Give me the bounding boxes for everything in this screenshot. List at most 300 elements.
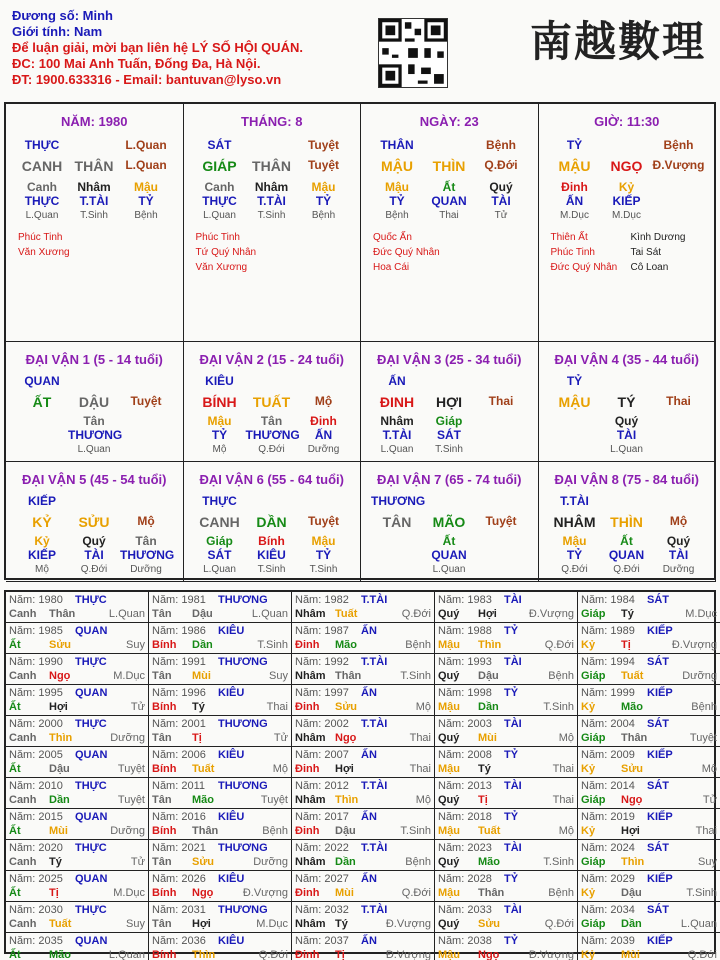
dai-van-title: ĐẠI VẬN 5 (45 - 54 tuổi) xyxy=(22,472,167,487)
hidden-god: TÀI xyxy=(84,548,104,562)
qr-code-icon xyxy=(378,18,448,88)
year-god: KIÊU xyxy=(218,749,245,761)
year-god: TÀI xyxy=(504,656,522,668)
year-label: Năm: 2020 xyxy=(9,842,63,854)
year-stage: Thai xyxy=(409,732,431,744)
year-label: Năm: 1993 xyxy=(438,656,492,668)
year-god: ẤN xyxy=(361,749,377,761)
year-branch: Thân xyxy=(49,608,76,620)
hidden-stem: Ất xyxy=(442,180,456,194)
ten-god: ẤN xyxy=(388,374,406,388)
year-cell xyxy=(578,685,720,716)
year-stem: Kỷ xyxy=(581,763,596,775)
year-stem: Bính xyxy=(152,639,177,651)
hidden-stage: L.Quan xyxy=(77,444,111,455)
year-stem: Mậu xyxy=(438,701,460,713)
hidden-god: TỶ xyxy=(138,194,154,208)
spacer xyxy=(423,138,475,152)
year-stem: Quý xyxy=(438,732,460,744)
year-stem: Canh xyxy=(9,732,37,744)
hidden-stem: Canh xyxy=(27,180,57,194)
star-note: Đức Quý Nhân xyxy=(373,247,440,258)
hidden-stage: Dưỡng xyxy=(307,444,340,455)
year-stem: Đinh xyxy=(295,949,320,960)
year-label: Năm: 1987 xyxy=(295,625,349,637)
hidden-stage xyxy=(475,564,527,575)
hidden-stem: Mậu xyxy=(562,534,587,548)
hidden-god: QUAN xyxy=(431,194,467,208)
hidden-stem xyxy=(120,414,172,428)
year-god: ẤN xyxy=(361,935,377,947)
year-stem: Ất xyxy=(9,701,21,713)
year-god: TÀI xyxy=(504,780,522,792)
year-cell xyxy=(6,902,149,933)
hidden-stage: M.Dục xyxy=(560,210,589,221)
year-stem: Giáp xyxy=(581,670,606,682)
hidden-god: ẤN xyxy=(565,194,584,208)
year-god: T.TÀI xyxy=(361,842,388,854)
life-stage: Tuyệt xyxy=(130,394,162,408)
year-stem: Ất xyxy=(9,949,21,960)
year-stage: Đ.Vượng xyxy=(242,887,288,899)
life-stage: L.Quan xyxy=(125,138,167,152)
year-stage: Thai xyxy=(409,763,431,775)
year-god: KIẾP xyxy=(647,873,673,885)
star-note: Tứ Quý Nhân xyxy=(195,247,257,258)
year-stem: Đinh xyxy=(295,639,320,651)
year-branch: Mùi xyxy=(49,825,68,837)
year-cell xyxy=(578,933,720,960)
hidden-stage: Q.Đới xyxy=(561,564,588,575)
year-cell xyxy=(435,871,578,902)
year-cell xyxy=(6,716,149,747)
hidden-stem: Mậu xyxy=(385,180,409,194)
year-stem: Bính xyxy=(152,949,177,960)
hidden-god xyxy=(16,428,68,442)
earthly-branch: DẬU xyxy=(78,394,110,410)
star-notes xyxy=(551,230,720,275)
year-stage: T.Sinh xyxy=(400,670,431,682)
year-branch: Thìn xyxy=(478,639,502,651)
year-stage: Mộ xyxy=(558,732,574,744)
hidden-stem: Ất xyxy=(620,534,633,548)
hidden-stem xyxy=(653,414,705,428)
year-god: THỰC xyxy=(75,904,107,916)
year-label: Năm: 2008 xyxy=(438,749,492,761)
year-cell xyxy=(6,840,149,871)
year-branch: Dậu xyxy=(335,825,356,837)
year-stem: Nhâm xyxy=(295,856,326,868)
hidden-stage: Dưỡng xyxy=(662,564,695,575)
hidden-god: ẤN xyxy=(314,428,333,442)
year-stage: Thai xyxy=(695,825,717,837)
year-stage: T.Sinh xyxy=(686,887,717,899)
year-god: T.TÀI xyxy=(361,718,388,730)
year-god: SÁT xyxy=(647,594,669,606)
hidden-stage: L.Quan xyxy=(203,564,236,575)
heavenly-stem: MẬU xyxy=(558,158,591,174)
year-god: THỰC xyxy=(75,594,107,606)
owner-name: Đương số: Minh xyxy=(12,8,113,23)
year-branch: Tị xyxy=(192,732,202,744)
contact-line: Để luận giải, mời bạn liên hệ LÝ SỐ HỘI QUÁN. xyxy=(12,40,303,55)
year-stage: L.Quan xyxy=(251,608,288,620)
year-grid xyxy=(4,590,717,960)
year-branch: Tuất xyxy=(49,918,72,930)
hidden-god: QUAN xyxy=(608,548,645,562)
year-stem: Tân xyxy=(152,918,172,930)
hidden-god: KIẾP xyxy=(27,548,56,562)
star-note-pair xyxy=(551,245,720,260)
year-stage: L.Quan xyxy=(108,608,145,620)
year-branch: Sửu xyxy=(49,639,72,651)
ten-god: THƯƠNG xyxy=(371,494,426,508)
dai-van-title: ĐẠI VẬN 8 (75 - 84 tuổi) xyxy=(554,472,699,487)
year-branch: Sửu xyxy=(621,763,644,775)
year-stem: Đinh xyxy=(295,763,320,775)
year-god: SÁT xyxy=(647,718,669,730)
year-label: Năm: 2036 xyxy=(152,935,206,947)
year-label: Năm: 2019 xyxy=(581,811,635,823)
year-cell xyxy=(578,654,720,685)
year-god: TÀI xyxy=(504,718,522,730)
year-cell xyxy=(435,716,578,747)
hidden-stage xyxy=(653,444,705,455)
year-label: Năm: 2026 xyxy=(152,873,206,885)
year-stage: Bệnh xyxy=(548,887,574,899)
year-stem: Canh xyxy=(9,918,37,930)
hidden-god: SÁT xyxy=(207,548,232,562)
year-cell xyxy=(6,685,149,716)
year-cell xyxy=(435,840,578,871)
hidden-god: THƯƠNG xyxy=(245,428,300,442)
year-branch: Tý xyxy=(478,763,491,775)
year-stage: Đ.Vượng xyxy=(528,949,574,960)
year-branch: Dậu xyxy=(192,608,213,620)
year-god: KIÊU xyxy=(218,811,245,823)
year-stage: Bệnh xyxy=(405,639,431,651)
hidden-god: TỶ xyxy=(315,194,332,208)
year-branch: Tuất xyxy=(335,608,358,620)
year-stage: Bệnh xyxy=(262,825,288,837)
dai-van-title: ĐẠI VẬN 6 (55 - 64 tuổi) xyxy=(199,472,344,487)
hidden-stage: L.Quan xyxy=(25,210,59,221)
year-stage: Q.Đới xyxy=(258,949,288,960)
year-stage: Mộ xyxy=(701,763,717,775)
hidden-stem: Kỷ xyxy=(34,534,50,548)
year-branch: Thân xyxy=(192,825,219,837)
star-note: Đức Quý Nhân xyxy=(550,262,618,273)
year-branch: Hợi xyxy=(621,825,640,837)
year-label: Năm: 2018 xyxy=(438,811,492,823)
year-stem: Nhâm xyxy=(295,918,326,930)
year-god: THƯƠNG xyxy=(218,842,268,854)
year-god: TÀI xyxy=(504,594,522,606)
year-stage: L.Quan xyxy=(108,949,145,960)
pillar-cell xyxy=(539,104,717,342)
spacer xyxy=(601,138,653,152)
year-label: Năm: 2028 xyxy=(438,873,492,885)
hidden-stage xyxy=(120,444,172,455)
hidden-god xyxy=(653,194,705,208)
year-god: QUAN xyxy=(75,811,108,823)
year-branch: Thân xyxy=(621,732,648,744)
year-stem: Kỷ xyxy=(581,887,596,899)
year-god: THƯƠNG xyxy=(218,718,268,730)
year-cell xyxy=(292,840,435,871)
year-branch: Mùi xyxy=(621,949,640,960)
year-cell xyxy=(6,747,149,778)
year-god: KIÊU xyxy=(218,873,245,885)
heavenly-stem: ẤT xyxy=(32,394,52,410)
year-label: Năm: 1981 xyxy=(152,594,206,606)
year-stem: Đinh xyxy=(295,887,320,899)
spacer xyxy=(68,138,120,152)
year-god: KIÊU xyxy=(218,625,245,637)
year-branch: Thìn xyxy=(621,856,645,868)
year-god: KIẾP xyxy=(647,749,673,761)
year-cell xyxy=(6,933,149,960)
year-cell xyxy=(435,623,578,654)
life-stage: Mộ xyxy=(137,514,155,528)
star-notes xyxy=(18,230,70,260)
year-god: SÁT xyxy=(647,656,669,668)
dai-van-cell xyxy=(6,342,184,462)
year-stage: Tuyệt xyxy=(689,732,717,744)
hidden-stage xyxy=(475,444,527,455)
year-stem: Mậu xyxy=(438,887,460,899)
year-god: T.TÀI xyxy=(361,904,388,916)
year-stem: Giáp xyxy=(581,794,606,806)
year-label: Năm: 2012 xyxy=(295,780,349,792)
heavenly-stem: GIÁP xyxy=(202,158,237,174)
earthly-branch: THÂN xyxy=(252,158,291,174)
year-stage: T.Sinh xyxy=(400,825,431,837)
hidden-god: SÁT xyxy=(437,428,461,442)
hidden-stage: Thai xyxy=(439,210,459,221)
year-stem: Giáp xyxy=(581,732,606,744)
year-god: T.TÀI xyxy=(361,780,388,792)
year-stage: Tử xyxy=(130,701,145,713)
year-branch: Dần xyxy=(478,701,499,713)
hidden-god xyxy=(475,548,527,562)
year-stage: Dưỡng xyxy=(253,856,288,868)
year-cell xyxy=(149,623,292,654)
year-cell xyxy=(6,809,149,840)
year-cell xyxy=(578,840,720,871)
year-stage: T.Sinh xyxy=(543,701,574,713)
year-stage: Tử xyxy=(130,856,145,868)
year-god: KIÊU xyxy=(218,935,245,947)
year-cell xyxy=(149,747,292,778)
chart-grid xyxy=(4,102,716,580)
year-label: Năm: 1986 xyxy=(152,625,206,637)
year-label: Năm: 2022 xyxy=(295,842,349,854)
ten-god: QUAN xyxy=(24,374,60,388)
hidden-god: TÀI xyxy=(668,548,689,562)
pillar-cell xyxy=(361,104,539,342)
heavenly-stem: MẬU xyxy=(558,394,591,410)
hidden-stem: Nhâm xyxy=(254,180,289,194)
year-stem: Quý xyxy=(438,856,460,868)
pillar-title: GIỜ: 11:30 xyxy=(594,114,660,129)
year-cell xyxy=(6,592,149,623)
year-god: TÀI xyxy=(504,842,522,854)
hidden-god: THƯƠNG xyxy=(68,428,123,442)
year-god: T.TÀI xyxy=(361,656,388,668)
year-stage: Suy xyxy=(269,670,288,682)
year-label: Năm: 2032 xyxy=(295,904,349,916)
year-label: Năm: 1983 xyxy=(438,594,492,606)
year-cell xyxy=(435,933,578,960)
year-stem: Tân xyxy=(152,794,172,806)
year-cell xyxy=(149,840,292,871)
year-label: Năm: 2017 xyxy=(295,811,349,823)
year-branch: Sửu xyxy=(478,918,501,930)
year-stem: Canh xyxy=(9,670,37,682)
hidden-stem xyxy=(371,534,423,548)
star-note: Thiên Ất xyxy=(550,232,588,243)
year-stage: Tuyệt xyxy=(260,794,288,806)
year-god: QUAN xyxy=(75,625,108,637)
hidden-stage: Tử xyxy=(494,210,508,221)
year-branch: Tị xyxy=(621,639,631,651)
year-stem: Tân xyxy=(152,608,172,620)
year-god: THỰC xyxy=(75,780,107,792)
year-branch: Dậu xyxy=(49,763,70,775)
year-stem: Ất xyxy=(9,763,21,775)
ten-god: THÂN xyxy=(380,138,414,152)
hidden-god: QUAN xyxy=(431,548,467,562)
hidden-stem: Quý xyxy=(489,180,513,194)
year-stage: Đ.Vượng xyxy=(385,918,431,930)
heavenly-stem: TÂN xyxy=(382,514,412,530)
year-stem: Tân xyxy=(152,670,172,682)
year-stage: T.Sinh xyxy=(543,856,574,868)
year-label: Năm: 2033 xyxy=(438,904,492,916)
year-cell xyxy=(292,933,435,960)
year-label: Năm: 2006 xyxy=(152,749,206,761)
hidden-stage xyxy=(16,444,68,455)
life-stage: Tuyệt xyxy=(307,514,340,528)
hidden-stage: Dưỡng xyxy=(130,564,162,575)
year-label: Năm: 1994 xyxy=(581,656,635,668)
year-branch: Mão xyxy=(192,794,214,806)
year-stem: Canh xyxy=(9,856,37,868)
hidden-god xyxy=(120,428,172,442)
year-label: Năm: 2003 xyxy=(438,718,492,730)
year-label: Năm: 2016 xyxy=(152,811,206,823)
dai-van-title: ĐẠI VẬN 1 (5 - 14 tuổi) xyxy=(25,352,163,367)
year-label: Năm: 1997 xyxy=(295,687,349,699)
star-notes xyxy=(196,230,257,275)
year-branch: Dần xyxy=(621,918,642,930)
pillar-title: NĂM: 1980 xyxy=(61,114,128,129)
year-cell xyxy=(6,778,149,809)
year-branch: Thìn xyxy=(192,949,216,960)
year-stage: Thai xyxy=(266,701,288,713)
star-note: Quốc Ấn xyxy=(373,232,412,243)
hidden-god: TỶ xyxy=(211,428,228,442)
star-note: Văn Xương xyxy=(195,262,248,273)
heavenly-stem: CANH xyxy=(21,158,63,174)
year-branch: Mùi xyxy=(478,732,497,744)
year-stem: Nhâm xyxy=(295,608,326,620)
hidden-stage: T.Sinh xyxy=(435,444,463,455)
year-stem: Ất xyxy=(9,639,21,651)
year-stage: Mộ xyxy=(415,794,431,806)
year-stage: Dưỡng xyxy=(110,825,145,837)
year-label: Năm: 2015 xyxy=(9,811,63,823)
hidden-stage: T.Sinh xyxy=(309,564,338,575)
hidden-god: T.TÀI xyxy=(382,428,412,442)
dai-van-cell xyxy=(361,342,539,462)
year-stem: Canh xyxy=(9,608,37,620)
year-cell xyxy=(578,747,720,778)
year-stage: Tử xyxy=(702,794,717,806)
year-stem: Kỷ xyxy=(581,639,596,651)
year-label: Năm: 2005 xyxy=(9,749,63,761)
year-stage: Bệnh xyxy=(691,701,717,713)
year-stem: Đinh xyxy=(295,825,320,837)
hidden-stem: Bính xyxy=(258,534,285,548)
year-cell xyxy=(578,592,720,623)
year-stage: Tuyệt xyxy=(117,794,145,806)
hidden-stage: Q.Đới xyxy=(613,564,640,575)
year-god: TÀI xyxy=(504,904,522,916)
year-cell xyxy=(435,685,578,716)
year-god: TỶ xyxy=(504,811,519,823)
pillar-cell xyxy=(6,104,184,342)
year-branch: Tý xyxy=(621,608,634,620)
hidden-stem xyxy=(475,414,527,428)
phone-email: ĐT: 1900.633316 - Email: bantuvan@lyso.vn xyxy=(12,72,282,87)
year-label: Năm: 2010 xyxy=(9,780,63,792)
year-branch: Tị xyxy=(49,887,59,899)
year-branch: Mùi xyxy=(335,887,354,899)
year-stage: Suy xyxy=(126,639,145,651)
star-note-pair xyxy=(551,230,720,245)
year-stem: Giáp xyxy=(581,856,606,868)
year-stem: Tân xyxy=(152,732,172,744)
year-god: KIẾP xyxy=(647,625,673,637)
dai-van-cell xyxy=(539,342,717,462)
ten-god: TỶ xyxy=(566,374,583,388)
year-label: Năm: 1995 xyxy=(9,687,63,699)
dai-van-cell xyxy=(184,462,362,582)
year-god: SÁT xyxy=(647,904,669,916)
ten-god: THỰC xyxy=(202,494,237,508)
pillar-title: THÁNG: 8 xyxy=(241,114,303,129)
year-label: Năm: 2007 xyxy=(295,749,349,761)
star-notes xyxy=(373,230,440,275)
year-stage: Suy xyxy=(126,918,145,930)
year-stage: Q.Đới xyxy=(401,608,431,620)
year-label: Năm: 2027 xyxy=(295,873,349,885)
star-note: Phúc Tinh xyxy=(550,247,595,258)
year-label: Năm: 2025 xyxy=(9,873,63,885)
year-label: Năm: 2038 xyxy=(438,935,492,947)
hidden-stage: L.Quan xyxy=(432,564,466,575)
year-god: TỶ xyxy=(504,749,519,761)
pillar-title: NGÀY: 23 xyxy=(419,114,479,129)
header-info xyxy=(12,8,392,88)
hidden-stage: Q.Đới xyxy=(258,444,285,455)
year-branch: Dậu xyxy=(621,887,642,899)
year-cell xyxy=(292,871,435,902)
hidden-stage: Bệnh xyxy=(311,210,336,221)
hidden-stage: L.Quan xyxy=(203,210,236,221)
